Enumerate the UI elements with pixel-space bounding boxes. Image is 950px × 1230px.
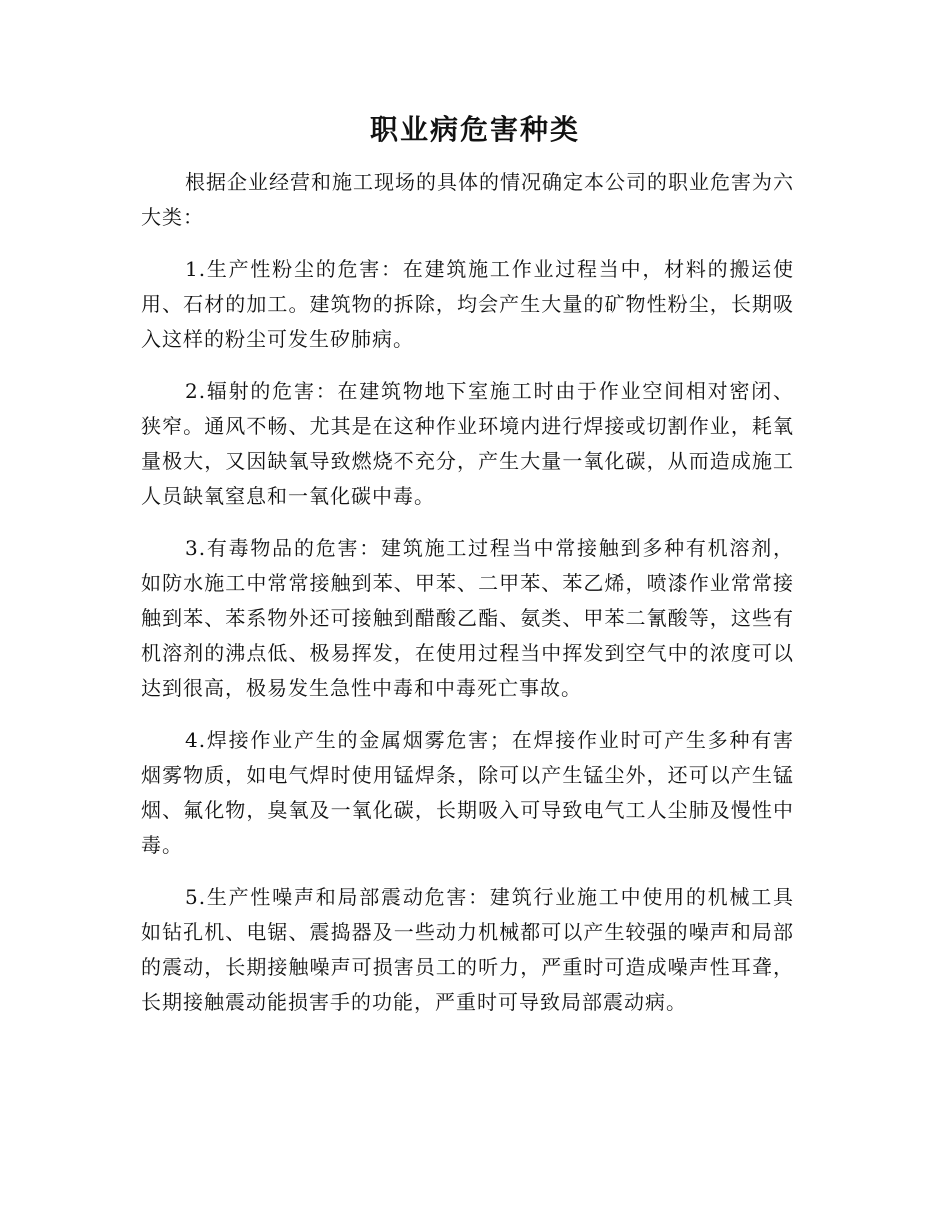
document-body — [141, 165, 794, 1020]
paragraph-dust-hazard: 1.生产性粉尘的危害：在建筑施工作业过程当中，材料的搬运使用、石材的加工。建筑物的拆除，均会产生大量的矿物性粉尘，长期吸入这样的粉尘可发生矽肺病。 — [141, 257, 794, 351]
paragraph-noise-vibration-hazard: 5.生产性噪声和局部震动危害：建筑行业施工中使用的机械工具如钻孔机、电锯、震捣器及一些动力机械都可以产生较强的噪声和局部的震动，长期接触噪声可损害员工的听力，严重时可造成噪声性耳聋，长期接触震动能损害手的功能，严重时可导致局部震动病。 — [141, 885, 794, 1014]
page-title: 职业病危害种类 — [369, 113, 580, 146]
intro-paragraph: 根据企业经营和施工现场的具体的情况确定本公司的职业危害为六大类： — [141, 170, 794, 229]
paragraph-toxic-substance-hazard: 3.有毒物品的危害：建筑施工过程当中常接触到多种有机溶剂，如防水施工中常常接触到苯、甲苯、二甲苯、苯乙烯，喷漆作业常常接触到苯、苯系物外还可接触到醋酸乙酯、氨类、甲苯二氰酸等，这些有机溶剂的沸点低、极易挥发，在使用过程当中挥发到空气中的浓度可以达到很高，极易发生急性中毒和中毒死亡事故。 — [141, 536, 794, 700]
paragraph-welding-fume-hazard: 4.焊接作业产生的金属烟雾危害；在焊接作业时可产生多种有害烟雾物质，如电气焊时使用锰焊条，除可以产生锰尘外，还可以产生锰烟、氟化物，臭氧及一氧化碳，长期吸入可导致电气工人尘肺及慢性中毒。 — [141, 728, 794, 857]
paragraph-radiation-hazard: 2.辐射的危害：在建筑物地下室施工时由于作业空间相对密闭、狭窄。通风不畅、尤其是在这种作业环境内进行焊接或切割作业，耗氧量极大，又因缺氧导致燃烧不充分，产生大量一氧化碳，从而造成施工人员缺氧窒息和一氧化碳中毒。 — [141, 379, 794, 508]
